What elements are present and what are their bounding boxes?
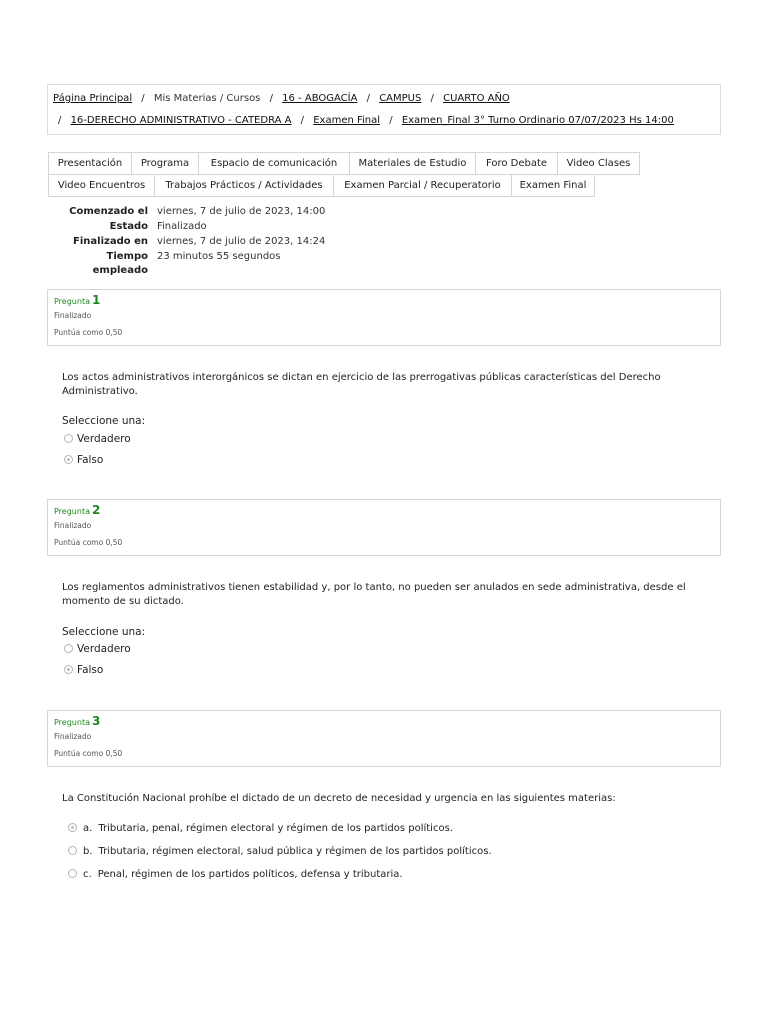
summary-label: Finalizado en bbox=[73, 236, 148, 247]
breadcrumb-exam-link[interactable]: Examen Final bbox=[313, 115, 381, 126]
tab-examen-parcial[interactable]: Examen Parcial / Recuperatorio bbox=[333, 174, 512, 197]
question-mark: Puntúa como 0,50 bbox=[54, 749, 123, 758]
question-label: Pregunta bbox=[54, 718, 90, 727]
question-label: Pregunta bbox=[54, 297, 90, 306]
breadcrumb-turn-link[interactable]: Examen_Final 3° Turno Ordinario 07/07/2023 Hs 14:00 bbox=[401, 115, 674, 126]
breadcrumb-separator: / bbox=[389, 115, 393, 126]
question-3-option-b[interactable] bbox=[68, 846, 492, 857]
option-letter: a. bbox=[83, 823, 93, 834]
question-2-option-verdadero[interactable] bbox=[64, 643, 131, 655]
option-label: Tributaria, penal, régimen electoral y régimen de los partidos políticos. bbox=[98, 823, 453, 834]
question-title bbox=[54, 503, 100, 517]
summary-value: viernes, 7 de julio de 2023, 14:24 bbox=[157, 236, 326, 247]
question-state: Finalizado bbox=[54, 732, 92, 741]
question-2-option-falso[interactable] bbox=[64, 664, 103, 676]
question-label: Pregunta bbox=[54, 507, 90, 516]
tab-trabajos-practicos[interactable]: Trabajos Prácticos / Actividades bbox=[154, 174, 334, 197]
question-2-info bbox=[47, 499, 721, 556]
breadcrumb-line-2 bbox=[58, 115, 674, 126]
question-2-prompt: Seleccione una: bbox=[62, 626, 146, 638]
radio-button[interactable] bbox=[68, 869, 77, 878]
question-1-info bbox=[47, 289, 721, 346]
question-number: 2 bbox=[91, 503, 101, 517]
question-title bbox=[54, 293, 100, 307]
question-number: 1 bbox=[91, 293, 101, 307]
option-letter: c. bbox=[83, 869, 92, 880]
summary-label: Comenzado el bbox=[69, 206, 148, 217]
breadcrumb-home-link[interactable]: Página Principal bbox=[53, 93, 133, 104]
tab-materiales-estudio[interactable]: Materiales de Estudio bbox=[349, 152, 476, 175]
question-1-option-falso[interactable] bbox=[64, 454, 103, 466]
question-state: Finalizado bbox=[54, 311, 92, 320]
radio-button[interactable] bbox=[64, 644, 73, 653]
option-label: Falso bbox=[77, 454, 104, 466]
question-3-option-a[interactable] bbox=[68, 823, 453, 834]
tab-foro-debate[interactable]: Foro Debate bbox=[475, 152, 558, 175]
breadcrumb-campus-link[interactable]: CAMPUS bbox=[379, 93, 422, 104]
radio-button-selected[interactable] bbox=[64, 665, 73, 674]
summary-label: Estado bbox=[109, 221, 148, 232]
option-label: Verdadero bbox=[77, 643, 131, 655]
tab-programa[interactable]: Programa bbox=[131, 152, 199, 175]
tab-video-clases[interactable]: Video Clases bbox=[557, 152, 640, 175]
breadcrumb-separator: / bbox=[58, 115, 62, 126]
breadcrumb bbox=[47, 84, 721, 135]
question-number: 3 bbox=[91, 714, 101, 728]
radio-button-selected[interactable] bbox=[64, 455, 73, 464]
radio-button[interactable] bbox=[68, 846, 77, 855]
question-3-option-c[interactable] bbox=[68, 869, 403, 880]
radio-button[interactable] bbox=[64, 434, 73, 443]
tab-examen-final[interactable]: Examen Final bbox=[511, 174, 595, 197]
breadcrumb-mis-materias: Mis Materias / Cursos bbox=[153, 93, 261, 104]
breadcrumb-separator: / bbox=[300, 115, 305, 126]
breadcrumb-separator: / bbox=[366, 93, 370, 104]
breadcrumb-abogacia-link[interactable]: 16 - ABOGACÍA bbox=[282, 93, 358, 104]
option-label: Verdadero bbox=[77, 433, 131, 445]
summary-value: 23 minutos 55 segundos bbox=[157, 251, 281, 262]
breadcrumb-separator: / bbox=[430, 93, 434, 104]
question-mark: Puntúa como 0,50 bbox=[54, 328, 123, 337]
tab-video-encuentros[interactable]: Video Encuentros bbox=[48, 174, 155, 197]
tab-espacio-comunicacion[interactable]: Espacio de comunicación bbox=[198, 152, 350, 175]
breadcrumb-separator: / bbox=[141, 93, 145, 104]
summary-label: Tiempo bbox=[106, 251, 148, 262]
question-title bbox=[54, 714, 100, 728]
question-mark: Puntúa como 0,50 bbox=[54, 538, 123, 547]
radio-button-selected[interactable] bbox=[68, 823, 77, 832]
tab-presentacion[interactable]: Presentación bbox=[48, 152, 132, 175]
summary-value: viernes, 7 de julio de 2023, 14:00 bbox=[157, 206, 326, 217]
option-label: Tributaria, régimen electoral, salud pública y régimen de los partidos políticos. bbox=[98, 846, 492, 857]
question-1-prompt: Seleccione una: bbox=[62, 415, 146, 427]
question-3-text: La Constitución Nacional prohíbe el dictado de un decreto de necesidad y urgencia en las siguientes materias: bbox=[62, 793, 616, 804]
question-state: Finalizado bbox=[54, 521, 92, 530]
question-1-text: Los actos administrativos interorgánicos se dictan en ejercicio de las prerrogativas públicas características del Derecho Administrativo. bbox=[62, 372, 661, 397]
breadcrumb-year-link[interactable]: CUARTO AÑO bbox=[443, 93, 510, 104]
option-label: Falso bbox=[77, 664, 104, 676]
question-1-option-verdadero[interactable] bbox=[64, 433, 131, 445]
summary-label: empleado bbox=[92, 265, 148, 276]
summary-value: Finalizado bbox=[157, 221, 207, 232]
question-2-text: Los reglamentos administrativos tienen estabilidad y, por lo tanto, no pueden ser anulados en sede administrativa, desde el momento de su dictado. bbox=[62, 582, 686, 607]
option-label: Penal, régimen de los partidos políticos, defensa y tributaria. bbox=[97, 869, 403, 880]
breadcrumb-line-1 bbox=[53, 93, 510, 104]
breadcrumb-course-link[interactable]: 16-DERECHO ADMINISTRATIVO - CATEDRA A bbox=[70, 115, 292, 126]
breadcrumb-separator: / bbox=[269, 93, 273, 104]
question-3-info bbox=[47, 710, 721, 767]
option-letter: b. bbox=[83, 846, 93, 857]
